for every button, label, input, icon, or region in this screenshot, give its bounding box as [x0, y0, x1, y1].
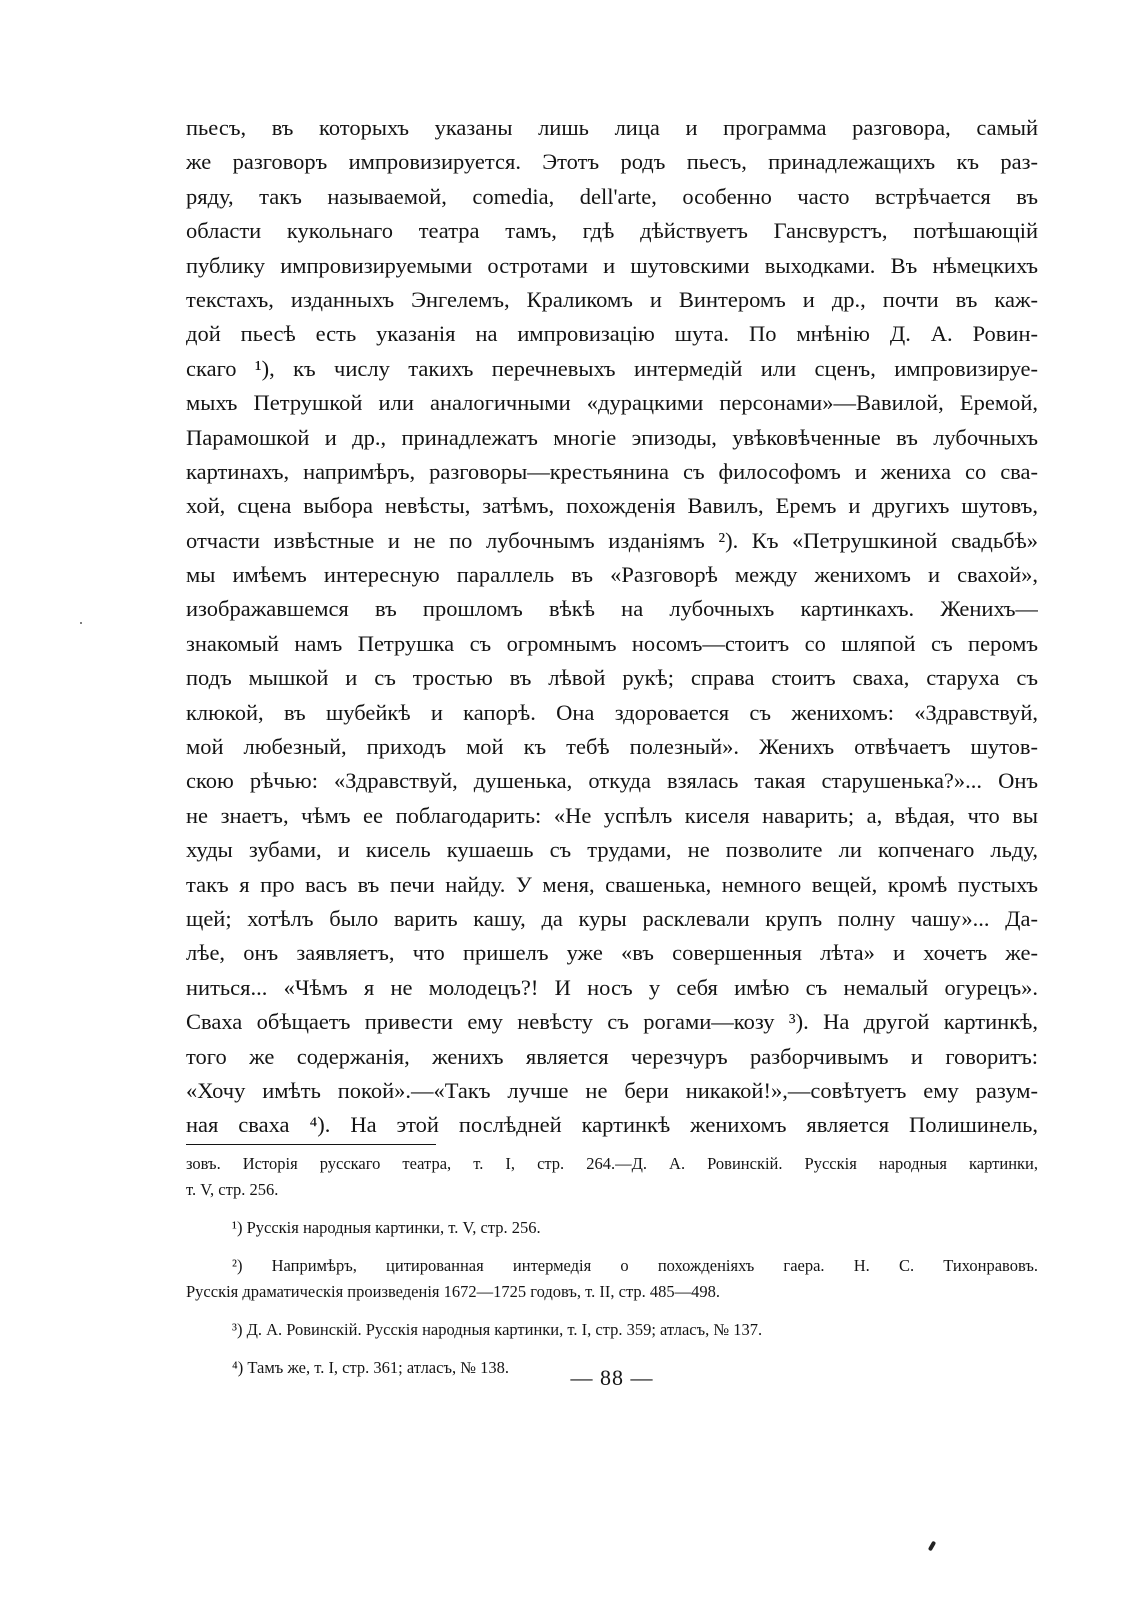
text-line: ная сваха ⁴). На этой послѣдней картинкѣ женихомъ является Полишинель, [186, 1112, 1038, 1138]
text-line: щей; хотѣлъ было варить кашу, да куры расклевали крупъ полну чашу»... Да- [186, 905, 1038, 931]
text-line: того же содержанія, женихъ является черезчуръ разборчивымъ и говоритъ: [186, 1043, 1038, 1069]
text-line: пьесъ, въ которыхъ указаны лишь лица и программа разговора, самый [186, 115, 1038, 140]
footnote-2-line-2: Русскія драматическія произведенія 1672—1725 годовъ, т. II, стр. 485—498. [186, 1281, 721, 1301]
footnote-1: ¹) Русскія народныя картинки, т. V, стр. 256. [232, 1217, 541, 1237]
text-line: такъ я про васъ въ печи найду. У меня, свашенька, немного вещей, кромѣ пустыхъ [186, 871, 1038, 897]
book-page [186, 111, 1038, 1390]
text-line: же разговоръ импровизируется. Этотъ родъ пьесъ, принадлежащихъ къ раз- [186, 149, 1038, 175]
text-line: ниться... «Чѣмъ я не молодецъ?! И носъ у себя имѣю съ немалый огурецъ». [186, 974, 1038, 1000]
text-line: дой пьесѣ есть указанія на импровизацію шута. По мнѣнію Д. А. Ровин- [186, 321, 1038, 347]
footnotes [186, 1151, 1038, 1381]
text-line: Сваха обѣщаетъ привести ему невѣсту съ рогами—козу ³). На другой картинкѣ, [186, 1009, 1038, 1035]
text-line: «Хочу имѣть покой».—«Такъ лучше не бери никакой!»,—совѣтуетъ ему разум- [186, 1077, 1038, 1103]
page-number: — 88 — [570, 1365, 654, 1390]
text-line: мы имѣемъ интересную параллель въ «Разговорѣ между женихомъ и свахой», [186, 562, 1038, 588]
text-line: области кукольнаго театра тамъ, гдѣ дѣйствуетъ Гансвурстъ, потѣшающій [186, 218, 1038, 244]
text-line: скою рѣчью: «Здравствуй, душенька, откуда взялась такая старушенька?»... Онъ [186, 768, 1038, 794]
footnote-continuation-line-1: зовъ. Исторія русскаго театра, т. I, стр. 264.—Д. А. Ровинскій. Русскія народныя картинки, [186, 1153, 1038, 1173]
text-line: лѣе, онъ заявляетъ, что пришелъ уже «въ совершенныя лѣта» и хочетъ же- [186, 940, 1038, 966]
text-line: публику импровизируемыми остротами и шутовскими выходками. Въ нѣмецкихъ [186, 252, 1038, 278]
paper-speck [80, 622, 82, 624]
footnote-continuation-line-2: т. V, стр. 256. [186, 1179, 279, 1199]
text-line: Парамошкой и др., принадлежатъ многіе эпизоды, увѣковѣченные въ лубочныхъ [186, 424, 1038, 450]
text-line: знакомый намъ Петрушка съ огромнымъ носомъ—стоитъ со шляпой съ перомъ [186, 630, 1038, 656]
footnote-4: ⁴) Тамъ же, т. I, стр. 361; атласъ, № 138. [232, 1357, 509, 1377]
text-line: худы зубами, и кисель кушаешь съ трудами, не позволите ли копченаго льду, [186, 837, 1038, 863]
text-line: хой, сцена выбора невѣсты, затѣмъ, похожденія Вавилъ, Еремъ и другихъ шутовъ, [186, 493, 1038, 519]
main-text [186, 111, 1038, 1143]
text-line: текстахъ, изданныхъ Энгелемъ, Краликомъ и Винтеромъ и др., почти въ каж- [186, 286, 1038, 312]
footnote-3: ³) Д. А. Ровинскій. Русскія народныя картинки, т. I, стр. 359; атласъ, № 137. [232, 1319, 763, 1339]
text-line: мыхъ Петрушкой или аналогичными «дурацкими персонами»—Вавилой, Еремой, [186, 390, 1038, 416]
ink-mark [928, 1541, 936, 1552]
text-line: ряду, такъ называемой, comedia, dell'arte, особенно часто встрѣчается въ [186, 183, 1038, 209]
text-line: не знаетъ, чѣмъ ее поблагодарить: «Не успѣлъ киселя наварить; а, вѣдая, что вы [186, 802, 1038, 828]
text-line: подъ мышкой и съ тростью въ лѣвой рукѣ; справа стоитъ сваха, старуха съ [186, 665, 1038, 691]
text-line: клюкой, въ шубейкѣ и капорѣ. Она здоровается съ женихомъ: «Здравствуй, [186, 699, 1038, 725]
text-line: скаго ¹), къ числу такихъ перечневыхъ интермедій или сценъ, импровизируе- [186, 355, 1038, 381]
text-line: изображавшемся въ прошломъ вѣкѣ на лубочныхъ картинкахъ. Женихъ— [186, 596, 1038, 622]
text-line: картинахъ, напримѣръ, разговоры—крестьянина съ философомъ и жениха со сва- [186, 458, 1038, 484]
text-line: мой любезный, приходъ мой къ тебѣ полезный». Женихъ отвѣчаетъ шутов- [186, 734, 1038, 760]
footnote-2-line-1: ²) Напримѣръ, цитированная интермедія о похожденіяхъ гаера. Н. С. Тихонравовъ. [232, 1255, 1038, 1275]
footnote-separator [186, 1144, 436, 1145]
text-line: отчасти извѣстные и не по лубочнымъ изданіямъ ²). Къ «Петрушкиной свадьбѣ» [186, 527, 1038, 553]
